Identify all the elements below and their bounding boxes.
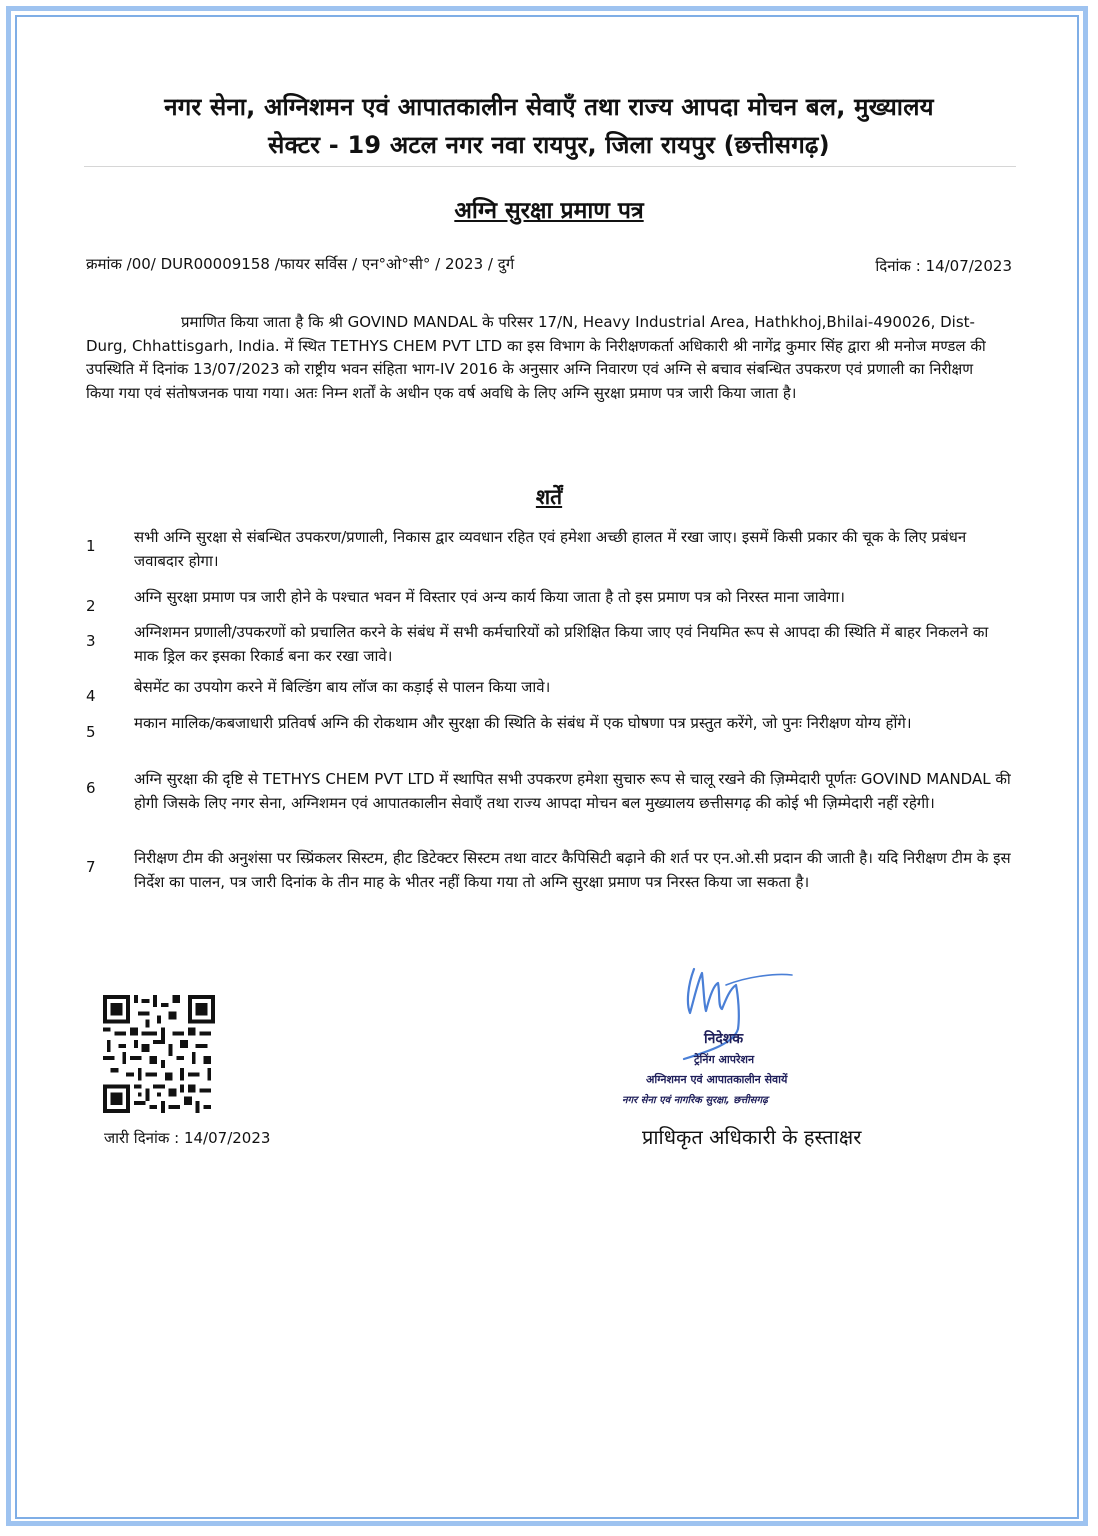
condition-text: मकान मालिक/कबजाधारी प्रतिवर्ष अग्नि की रोकथाम और सुरक्षा की स्थिति के संबंध में एक घोषणा पत्र प्रस्तुत करेंगे, जो पुनः निरीक्षण योग्य होंगे। <box>134 714 912 732</box>
certification-paragraph: प्रमाणित किया जाता है कि श्री GOVIND MANDAL के परिसर 17/N, Heavy Industrial Area, Hathkhoj,Bhilai-490026, Dist-Durg, Chhattisgarh, India. में स्थित TETHYS CHEM PVT LTD का इस विभाग के निरीक्षणकर्ता अधिकारी श्री नागेंद्र कुमार सिंह द्वारा श्री मनोज मण्डल की उपस्थिति में दिनांक 13/07/2023 को राष्ट्रीय भवन संहिता भाग-IV 2016 के अनुसार अग्नि निवारण एवं अग्नि से बचाव संबन्धित उपकरण एवं प्रणाली का निरीक्षण किया गया एवं संतोषजनक पाया गया। अतः निम्न शर्तों के अधीन एक वर्ष अवधि के लिए अग्नि सुरक्षा प्रमाण पत्र जारी किया जाता है। <box>86 313 986 402</box>
header-line-1: नगर सेना, अग्निशमन एवं आपातकालीन सेवाएँ तथा राज्य आपदा मोचन बल, मुख्यालय <box>164 93 934 121</box>
condition-number: 2 <box>86 597 96 615</box>
conditions-heading: शर्तें <box>535 485 563 509</box>
condition-number: 7 <box>86 858 96 876</box>
condition-number: 4 <box>86 687 96 705</box>
certificate-title: अग्नि सुरक्षा प्रमाण पत्र <box>454 198 644 224</box>
stamp-line-3: अग्निशमन एवं आपातकालीन सेवायें <box>646 1073 788 1086</box>
qr-code-icon <box>103 995 215 1113</box>
certificate-date: दिनांक : 14/07/2023 <box>875 257 1012 275</box>
condition-number: 5 <box>86 723 96 741</box>
stamp-line-4: नगर सेना एवं नागरिक सुरक्षा, छत्तीसगढ़ <box>622 1095 768 1106</box>
condition-text: अग्नि सुरक्षा की दृष्टि से TETHYS CHEM PVT LTD में स्थापित सभी उपकरण हमेशा सुचारु रूप से चालू रखने की ज़िम्मेदारी पूर्णतः GOVIND MANDAL की होगी जिसके लिए नगर सेना, अग्निशमन एवं आपातकालीन सेवाएँ तथा राज्य आपदा मोचन बल मुख्यालय छत्तीसगढ़ की कोई भी ज़िम्मेदारी नहीं रहेगी। <box>134 770 1011 812</box>
condition-text: निरीक्षण टीम की अनुशंसा पर स्प्रिंकलर सिस्टम, हीट डिटेक्टर सिस्टम तथा वाटर कैपिसिटी बढ़ाने की शर्त पर एन.ओ.सी प्रदान की जाती है। यदि निरीक्षण टीम के इस निर्देश का पालन, पत्र जारी दिनांक के तीन माह के भीतर नहीं किया गया तो अग्नि सुरक्षा प्रमाण पत्र निरस्त किया जा सकता है। <box>134 849 1011 891</box>
header-divider <box>84 166 1016 167</box>
condition-number: 6 <box>86 779 96 797</box>
condition-number: 1 <box>86 537 96 555</box>
condition-text: सभी अग्नि सुरक्षा से संबन्धित उपकरण/प्रणाली, निकास द्वार व्यवधान रहित एवं हमेशा अच्छी हालत में रखा जाए। इसमें किसी प्रकार की चूक के लिए प्रबंधन जवाबदार होगा। <box>134 528 967 570</box>
condition-text: अग्निशमन प्रणाली/उपकरणों को प्रचालित करने के संबंध में सभी कर्मचारियों को प्रशिक्षित किया जाए एवं नियमित रूप से आपदा की स्थिति में बाहर निकलने का माक ड्रिल कर इसका रिकार्ड बना कर रखा जावे। <box>134 623 989 665</box>
condition-number: 3 <box>86 632 96 650</box>
condition-text: अग्नि सुरक्षा प्रमाण पत्र जारी होने के पश्चात भवन में विस्तार एवं अन्य कार्य किया जाता है तो इस प्रमाण पत्र को निरस्त माना जावेगा। <box>134 588 845 606</box>
stamp-line-2: ट्रेनिंग आपरेशन <box>694 1053 755 1066</box>
reference-number: क्रमांक /00/ DUR00009158 /फायर सर्विस / एन°ओ°सी° / 2023 / दुर्ग <box>86 255 515 273</box>
header-line-2: सेक्टर - 19 अटल नगर नवा रायपुर, जिला रायपुर (छत्तीसगढ़) <box>268 131 830 159</box>
signature-caption: प्राधिकृत अधिकारी के हस्ताक्षर <box>642 1125 862 1149</box>
condition-text: बेसमेंट का उपयोग करने में बिल्डिंग बाय लॉज का कड़ाई से पालन किया जावे। <box>134 678 551 696</box>
stamp-line-1: निदेशक <box>704 1031 744 1047</box>
issue-date: जारी दिनांक : 14/07/2023 <box>104 1129 271 1147</box>
authority-signature <box>606 955 906 1120</box>
